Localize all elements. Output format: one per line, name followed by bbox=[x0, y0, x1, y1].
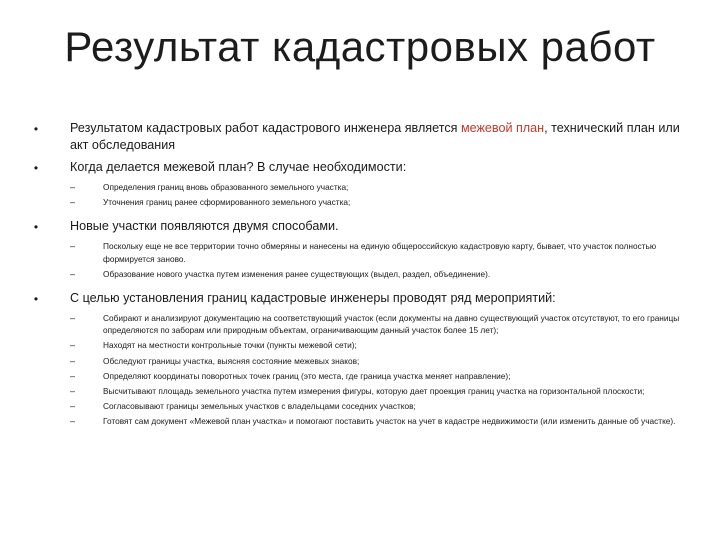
sub-list-item bbox=[30, 196, 690, 208]
sub-list-item bbox=[30, 415, 690, 427]
bullet-icon: • bbox=[33, 122, 39, 136]
sub-list-item bbox=[30, 355, 690, 367]
dash-icon: – bbox=[70, 416, 76, 427]
bullet-icon: • bbox=[33, 292, 39, 307]
bullet-item-result bbox=[30, 120, 690, 154]
bullet-text bbox=[70, 120, 690, 154]
bullet-item-when bbox=[30, 159, 690, 176]
sub-list-item bbox=[30, 370, 690, 382]
sub-list-item bbox=[30, 400, 690, 412]
bullet-text: С целью установления границ кадастровые инженеры проводят ряд мероприятий: bbox=[70, 291, 556, 306]
bullet-item-new-plots bbox=[30, 218, 690, 235]
dash-icon: – bbox=[70, 313, 76, 324]
dash-icon: – bbox=[70, 355, 76, 366]
sub-item-text: Готовят сам документ «Межевой план участка» и помогают поставить участок на учет в кадастре недвижимости (или изменить данные об участке). bbox=[103, 416, 676, 427]
dash-icon: – bbox=[70, 386, 76, 397]
dash-icon: – bbox=[70, 241, 76, 252]
dash-icon: – bbox=[70, 268, 76, 279]
sub-item-text: Собирают и анализируют документацию на соответствующий участок (если документы на давно существующий участок отсутствуют, то его границы определяются по заборам или природным объектам, ограничивающим данный участок более 15 лет); bbox=[103, 313, 680, 336]
dash-icon: – bbox=[70, 182, 76, 192]
sub-item-text: Определения границ вновь образованного земельного участка; bbox=[103, 182, 349, 192]
sub-list-item bbox=[30, 312, 690, 336]
bullet-text: Когда делается межевой план? В случае необходимости: bbox=[70, 160, 407, 174]
sub-item-text: Высчитывают площадь земельного участка путем измерения фигуры, которую дает проекция границ участка на горизонтальной плоскости; bbox=[103, 386, 645, 397]
dash-icon: – bbox=[70, 340, 76, 351]
sub-item-text: Согласовывают границы земельных участков с владельцами соседних участков; bbox=[103, 401, 416, 412]
sub-list bbox=[30, 312, 690, 428]
dash-icon: – bbox=[70, 370, 76, 381]
sub-list-item bbox=[30, 268, 690, 280]
sub-list-item bbox=[30, 339, 690, 351]
bullet-icon: • bbox=[33, 161, 39, 175]
sub-list-item bbox=[30, 385, 690, 397]
dash-icon: – bbox=[70, 401, 76, 412]
sub-item-text: Определяют координаты поворотных точек границ (это места, где граница участка меняет направление); bbox=[103, 370, 511, 381]
sub-list bbox=[30, 181, 690, 208]
bullet-text-end: , технический план или акт обследования bbox=[70, 121, 680, 152]
sub-list-item bbox=[30, 240, 690, 264]
sub-item-text: Находят на местности контрольные точки (пункты межевой сети); bbox=[103, 340, 357, 351]
bullet-item-measures bbox=[30, 290, 690, 307]
highlight-term: межевой план bbox=[460, 121, 545, 135]
sub-item-text: Образование нового участка путем изменения ранее существующих (выдел, раздел, объединение). bbox=[103, 268, 491, 279]
slide-title: Результат кадастровых работ bbox=[64, 23, 656, 70]
bullet-text: Новые участки появляются двумя способами. bbox=[70, 219, 339, 234]
sub-list bbox=[30, 240, 690, 280]
bullet-icon: • bbox=[33, 220, 39, 235]
bullet-list bbox=[30, 120, 690, 438]
sub-list-item bbox=[30, 181, 690, 193]
bullet-text-start: Результатом кадастровых работ кадастрового инженера является bbox=[70, 121, 461, 135]
sub-item-text: Поскольку еще не все территории точно обмеряны и нанесены на единую общероссийскую кадастровую карту, бывает, что участок полностью формируется заново. bbox=[103, 241, 657, 264]
dash-icon: – bbox=[70, 197, 76, 208]
sub-item-text: Обследуют границы участка, выясняя состояние межевых знаков; bbox=[103, 355, 360, 366]
sub-item-text: Уточнения границ ранее сформированного земельного участка; bbox=[103, 197, 351, 208]
